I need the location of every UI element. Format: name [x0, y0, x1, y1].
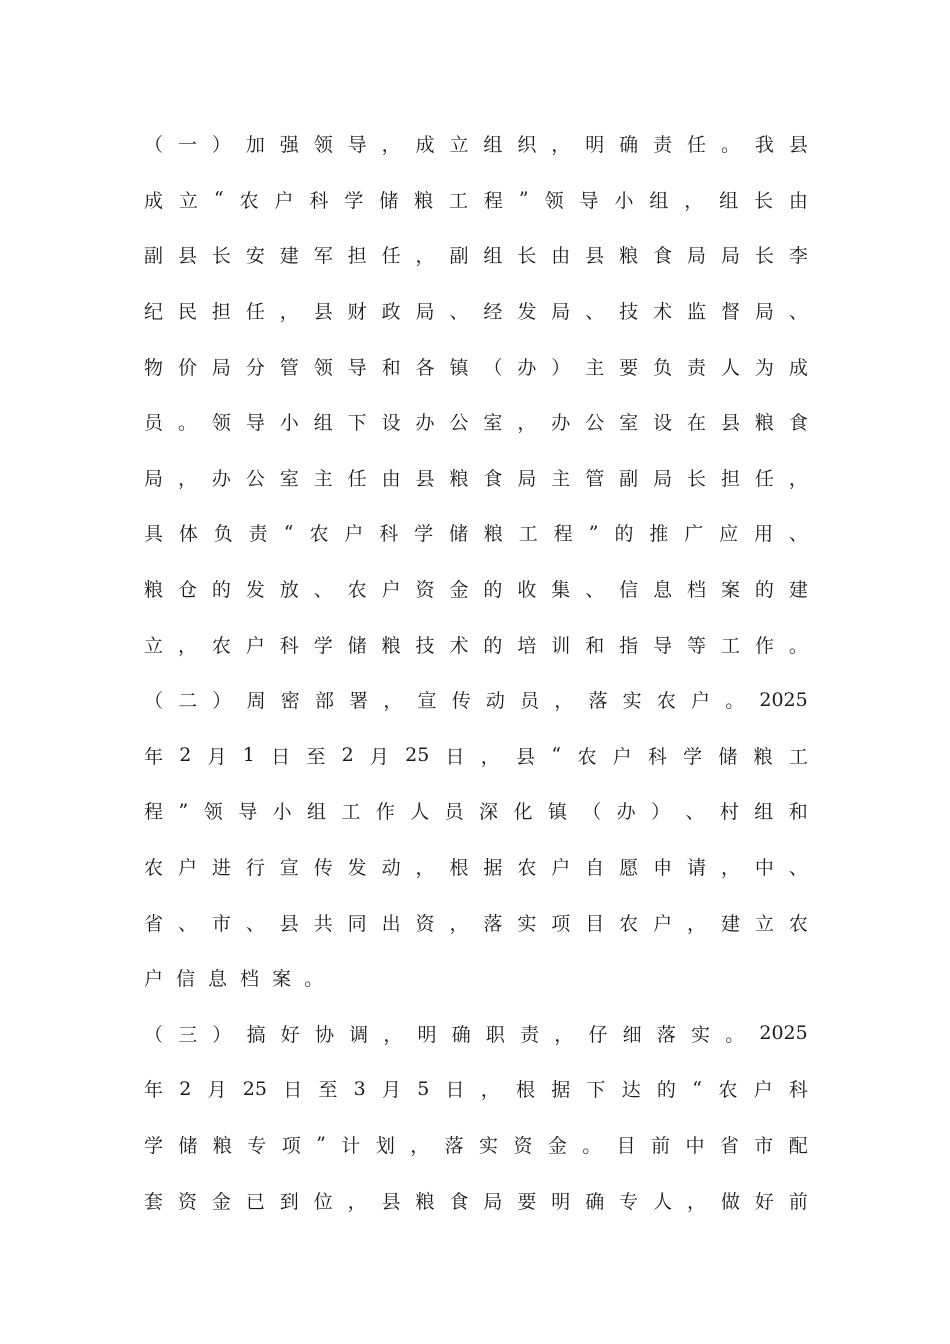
text-line: 副 县 长 安 建 军 担 任 ， 副 组 长 由 县 粮 食 局 局 长 李 — [144, 245, 808, 268]
text-line: 户 信 息 档 案 。 — [144, 968, 324, 991]
text-line: 程 ” 领 导 小 组 工 作 人 员 深 化 镇 （ 办 ） 、 村 组 和 — [144, 799, 808, 824]
text-line: 农 户 进 行 宣 传 发 动 ， 根 据 农 户 自 愿 申 请 ， 中 、 — [144, 857, 808, 880]
text-line: 套 资 金 已 到 位 ， 县 粮 食 局 要 明 确 专 人 ， 做 好 前 — [144, 1190, 808, 1213]
text-line: 物 价 局 分 管 领 导 和 各 镇 （ 办 ） 主 要 负 责 人 为 成 — [144, 356, 808, 379]
text-line: 年 2 月 25 日 至 3 月 5 日 ， 根 据 下 达 的 “ 农 户 科 — [144, 1077, 808, 1102]
text-line: 成 立 “ 农 户 科 学 储 粮 工 程 ” 领 导 小 组 ， 组 长 由 — [144, 188, 808, 212]
text-line: 局 ， 办 公 室 主 任 由 县 粮 食 局 主 管 副 局 长 担 任 ， — [144, 467, 808, 490]
text-line: 学 储 粮 专 项 ” 计 划 ， 落 实 资 金 。 目 前 中 省 市 配 — [144, 1133, 808, 1157]
text-line: 立 ， 农 户 科 学 储 粮 技 术 的 培 训 和 指 导 等 工 作 。 — [144, 634, 808, 657]
text-line: （ 二 ） 周 密 部 署 ， 宣 传 动 员 ， 落 实 农 户 。 2025 — [144, 688, 808, 713]
text-line: 粮 仓 的 发 放 、 农 户 资 金 的 收 集 、 信 息 档 案 的 建 — [144, 579, 808, 602]
text-line: 年 2 月 1 日 至 2 月 25 日 ， 县 “ 农 户 科 学 储 粮 工 — [144, 744, 808, 768]
text-line: 省 、 市 、 县 共 同 出 资 ， 落 实 项 目 农 户 ， 建 立 农 — [144, 912, 808, 935]
text-line: 纪 民 担 任 ， 县 财 政 局 、 经 发 局 、 技 术 监 督 局 、 — [144, 301, 808, 324]
text-line: （ 一 ） 加 强 领 导 ， 成 立 组 织 ， 明 确 责 任 。 我 县 — [144, 134, 808, 157]
text-line: （ 三 ） 搞 好 协 调 ， 明 确 职 责 ， 仔 细 落 实 。 2025 — [144, 1022, 808, 1046]
body-text — [144, 116, 808, 1228]
text-line: 具 体 负 责 “ 农 户 科 学 储 粮 工 程 ” 的 推 广 应 用 、 — [144, 521, 808, 546]
text-line: 员 。 领 导 小 组 下 设 办 公 室 ， 办 公 室 设 在 县 粮 食 — [144, 412, 808, 435]
